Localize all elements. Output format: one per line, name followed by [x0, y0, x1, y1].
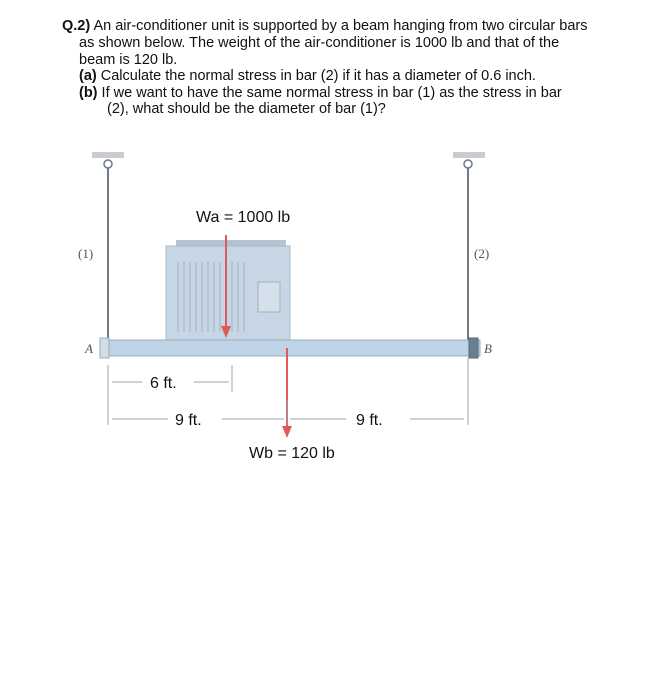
beam — [100, 340, 480, 356]
question-text-1: An air-conditioner unit is supported by a beam hanging from two circular bars — [93, 18, 588, 34]
question-line-3: beam is 120 lb. — [79, 52, 178, 68]
right-ceiling-support — [453, 152, 485, 168]
end-plate-a — [100, 338, 109, 358]
end-plate-b — [469, 338, 478, 358]
point-a-label: A — [85, 341, 93, 356]
question-number: Q.2) — [62, 18, 91, 34]
point-b-label: B — [484, 341, 492, 356]
air-conditioner-unit — [166, 240, 290, 341]
bar-1-label: (1) — [78, 246, 94, 261]
dim-9ft-right: 9 ft. — [356, 412, 383, 429]
question-line-2: as shown below. The weight of the air-conditioner is 1000 lb and that of the — [79, 35, 560, 51]
part-a-label: (a) — [79, 68, 97, 84]
dim-9ft-left: 9 ft. — [175, 412, 202, 429]
bar-2-label: (2) — [474, 246, 490, 261]
left-ceiling-support — [92, 152, 124, 168]
wa-label: Wa = 1000 lb — [196, 209, 291, 226]
dim-6ft: 6 ft. — [150, 375, 177, 392]
part-b-text-1: If we want to have the same normal stress in bar (1) as the stress in bar — [101, 85, 562, 101]
part-a-text: Calculate the normal stress in bar (2) if it has a diameter of 0.6 inch. — [100, 68, 536, 84]
part-b-line-2: (2), what should be the diameter of bar (1)? — [107, 101, 386, 117]
part-b-label: (b) — [79, 85, 98, 101]
wb-label: Wb = 120 lb — [249, 445, 335, 462]
